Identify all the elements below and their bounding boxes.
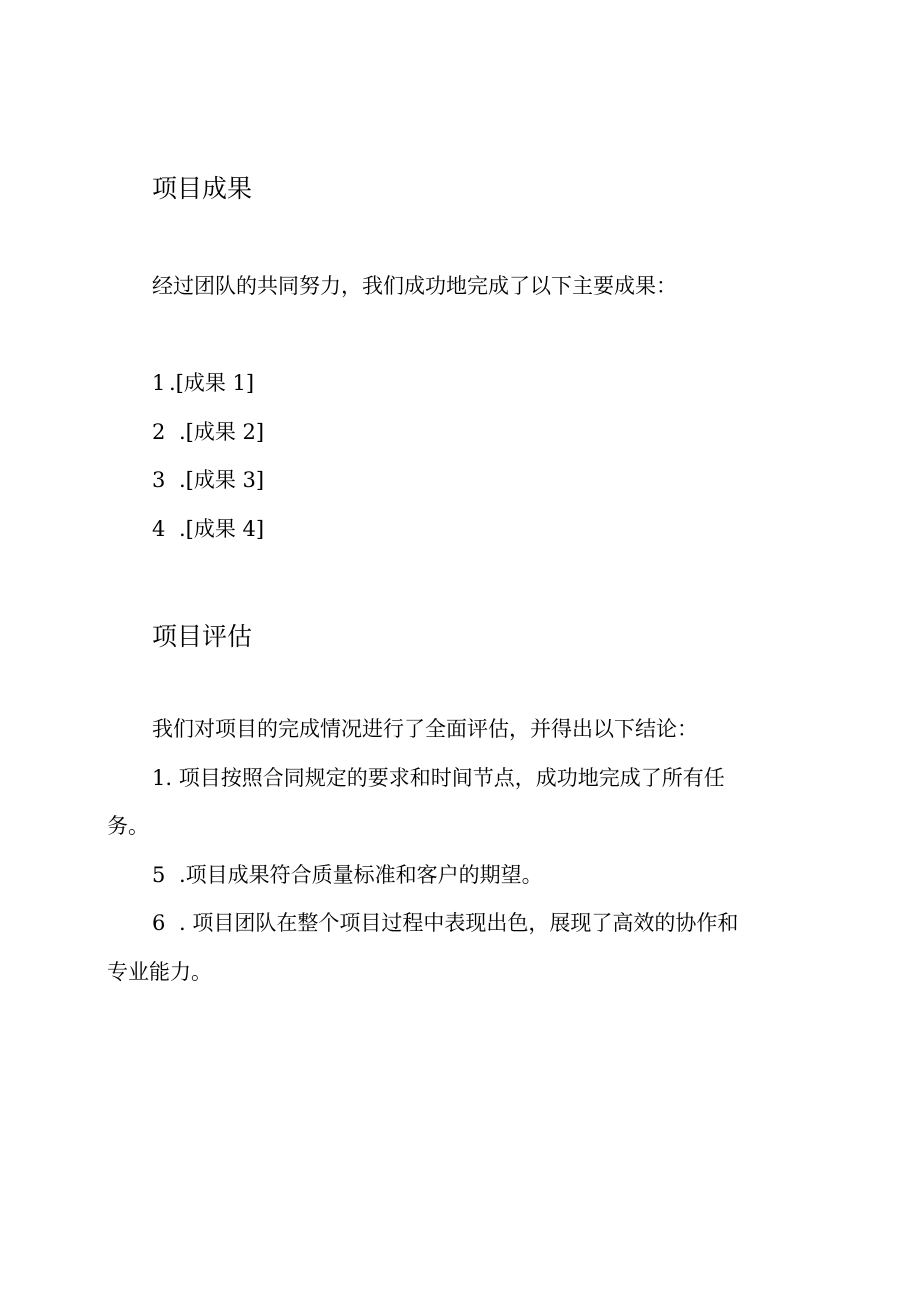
conclusion-number: 6 <box>152 911 166 935</box>
result-item-text: .[成果 3] <box>179 468 265 492</box>
result-item-number: 4 <box>152 517 166 541</box>
conclusion-number: 1 <box>152 766 166 790</box>
result-item-text: .[成果 4] <box>179 517 265 541</box>
result-item-text: .[成果 2] <box>179 420 265 444</box>
result-item-3 <box>152 466 264 494</box>
result-item-number: 1 <box>152 371 166 395</box>
conclusion-number: 5 <box>152 863 166 887</box>
evaluation-intro: 我们对项目的完成情况进行了全面评估，并得出以下结论： <box>152 717 698 741</box>
result-item-1 <box>152 369 254 397</box>
result-item-number: 2 <box>152 420 166 444</box>
result-item-2 <box>152 418 264 446</box>
conclusion-text: . 项目团队在整个项目过程中表现出色，展现了高效的协作和 <box>179 911 739 935</box>
conclusion-text: .项目成果符合质量标准和客户的期望。 <box>179 863 543 887</box>
evaluation-heading: 项目评估 <box>152 622 253 651</box>
conclusion-3-line-2: 专业能力。 <box>107 960 212 984</box>
result-item-4 <box>152 515 264 543</box>
conclusion-3-line-1 <box>152 909 738 937</box>
results-heading: 项目成果 <box>152 174 253 203</box>
conclusion-2 <box>152 861 543 889</box>
result-item-number: 3 <box>152 468 166 492</box>
result-item-text: .[成果 1] <box>169 371 255 395</box>
conclusion-1-line-1 <box>152 764 725 792</box>
conclusion-1-line-2: 务。 <box>107 814 149 838</box>
results-intro: 经过团队的共同努力，我们成功地完成了以下主要成果： <box>152 274 677 298</box>
conclusion-text: . 项目按照合同规定的要求和时间节点，成功地完成了所有任 <box>165 766 725 790</box>
